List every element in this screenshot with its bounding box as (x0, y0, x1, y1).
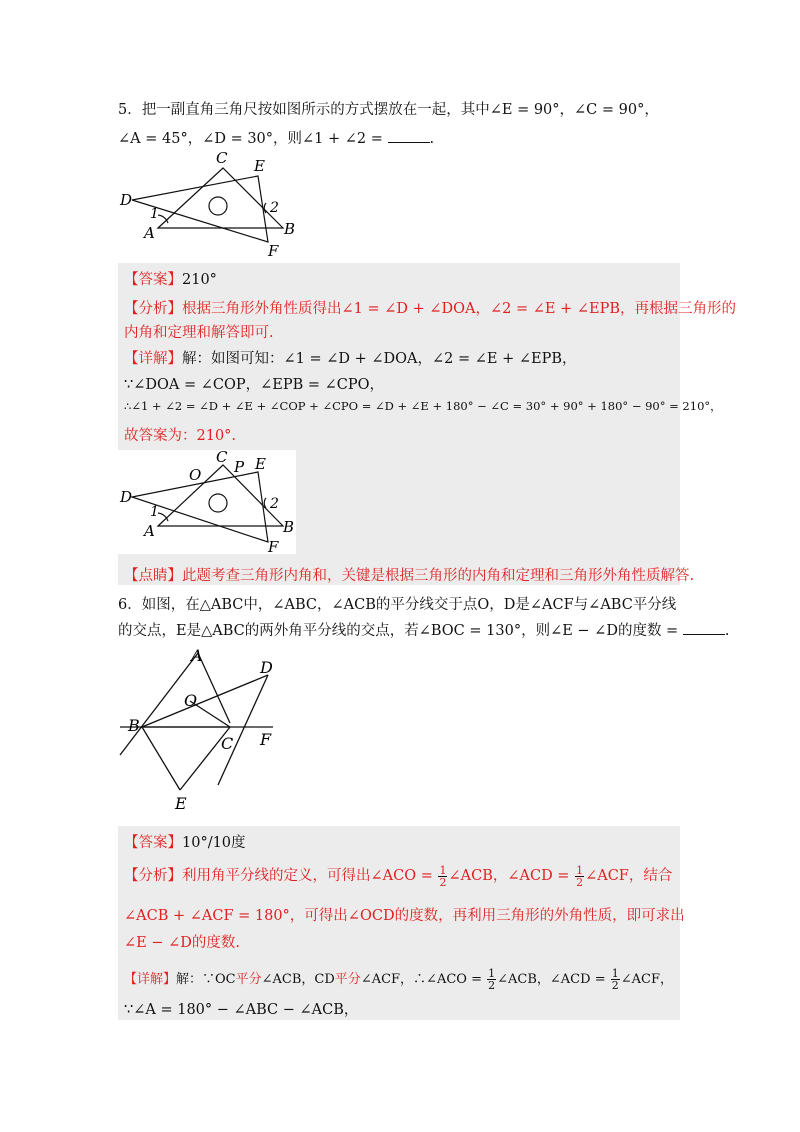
q6-solution-block (118, 826, 685, 1020)
q6-line-ac (198, 653, 230, 723)
q5-label-2: 2 (270, 200, 279, 216)
q6-stem-line1: 6．如图，在△ABC中，∠ABC，∠ACB的平分线交于点O，D是∠ACF与∠ABC平分线 (118, 597, 677, 613)
q5-label-1: 1 (150, 206, 159, 222)
q5-fig2-label-2: 2 (270, 496, 279, 512)
q5-fig2-label-o: O (189, 466, 202, 484)
q5-fig2-label-p: P (234, 458, 245, 476)
q5-stem-end: . (429, 131, 435, 147)
q5-analysis-tag: 【分析】 (124, 301, 182, 317)
q5-fig2-angle2-arc (264, 498, 266, 508)
q6-answer-blank (683, 622, 725, 635)
q5-solution-block (118, 263, 737, 585)
q6-detail-text1c: ∠ACF，∴∠ACO = (360, 972, 482, 987)
q6-detail-text1d: ∠ACB，∠ACD = (497, 972, 606, 987)
q5-figure (118, 150, 318, 260)
q5-label-f: F (268, 242, 279, 260)
q5-circle-mark (209, 197, 227, 215)
q6-stem-text: 的交点，E是△ABC的两外角平分线的交点，若∠BOC = 130°，则∠E − ∠D的度数 = (118, 623, 679, 639)
q5-detail-row2: ∵∠DOA = ∠COP，∠EPB = ∠CPO， (124, 377, 385, 393)
q5-label-a: A (144, 224, 155, 242)
q5-fig2-circle-mark (209, 494, 227, 512)
q6-detail-half-2: $\frac{1}{2}$ (611, 967, 619, 992)
q6-answer-value: 10°/10度 (182, 835, 246, 851)
q6-analysis-half-1: $\frac{1}{2}$ (439, 863, 447, 889)
q5-figure-2 (118, 450, 296, 554)
q6-detail-bisect-1: 平分 (235, 972, 262, 987)
q6-analysis-tag: 【分析】 (124, 868, 182, 884)
q5-answer-blank (388, 130, 430, 143)
q5-label-d: D (120, 191, 133, 209)
q6-label-a: A (191, 646, 203, 665)
q5-stem-line2 (118, 127, 434, 148)
q5-answer-row (124, 268, 217, 289)
q6-stem-end: . (724, 623, 730, 639)
q5-detail-row4: 故答案为：210°. (124, 428, 237, 444)
q6-detail-tag: 【详解】 (124, 972, 177, 987)
q6-detail-text1b: ∠ACB，CD (261, 972, 335, 987)
q5-detail-row1 (124, 347, 577, 368)
q5-comment-text: 此题考查三角形内角和，关键是根据三角形的内角和定理和三角形外角性质解答. (182, 568, 695, 584)
q5-detail-text1: 解：如图可知：∠1 = ∠D + ∠DOA，∠2 = ∠E + ∠EPB， (182, 351, 577, 367)
q5-detail-tag: 【详解】 (124, 351, 182, 367)
q6-line-be (142, 727, 180, 790)
q6-detail-half-1: $\frac{1}{2}$ (488, 967, 496, 992)
q6-analysis-text1b: ∠ACB，∠ACD = (448, 868, 570, 884)
q5-label-e: E (254, 157, 265, 175)
q5-detail-row3: ∴∠1 + ∠2 = ∠D + ∠E + ∠COP + ∠CPO = ∠D + ∠E + 180° − ∠C = 30° + 90° + 180° − 90° = 210°， (124, 399, 722, 413)
q6-analysis-text1c: ∠ACF，结合 (585, 868, 673, 884)
q6-detail-text1a: 解：∵OC (176, 972, 236, 987)
q6-analysis-half-2: $\frac{1}{2}$ (576, 863, 584, 889)
q6-label-o: O (184, 691, 198, 710)
q5-label-c: C (216, 150, 228, 167)
q5-analysis-row2: 内角和定理和解答即可. (124, 325, 274, 341)
q6-label-d: D (260, 658, 273, 677)
q5-analysis-text1: 根据三角形外角性质得出∠1 = ∠D + ∠DOA，∠2 = ∠E + ∠EPB，再根据三角形的 (182, 301, 737, 317)
q6-detail-row1 (124, 968, 673, 991)
q6-analysis-row1 (124, 864, 672, 888)
q5-answer-value: 210° (182, 272, 217, 288)
q6-analysis-text1a: 利用角平分线的定义，可得出∠ACO = (182, 868, 433, 884)
q5-fig2-label-d: D (120, 488, 133, 506)
q6-analysis-row2: ∠ACB + ∠ACF = 180°，可得出∠OCD的度数，再利用三角形的外角性质，即可求出 (124, 908, 685, 924)
q6-stem-line2 (118, 619, 729, 640)
q5-comment-tag: 【点睛】 (124, 568, 182, 584)
q6-label-b: B (128, 716, 140, 735)
q5-stem-line1: 5．把一副直角三角尺按如图所示的方式摆放在一起，其中∠E = 90°，∠C = 90°， (118, 102, 659, 118)
q5-comment-row (124, 564, 694, 585)
q5-fig2-label-e: E (255, 455, 266, 473)
q6-answer-tag: 【答案】 (124, 835, 182, 851)
q6-detail-row2: ∵∠A = 180° − ∠ABC − ∠ACB， (124, 1002, 359, 1018)
q5-fig2-label-a: A (144, 522, 155, 540)
q5-answer-tag: 【答案】 (124, 272, 182, 288)
q5-fig2-label-f: F (268, 538, 279, 554)
q5-fig2-label-c: C (216, 450, 228, 466)
q6-answer-row (124, 831, 246, 852)
q5-label-b: B (284, 220, 296, 238)
q6-detail-bisect-2: 平分 (334, 972, 361, 987)
q5-fig2-label-b: B (283, 518, 295, 536)
q5-angle1-arc (158, 215, 168, 223)
q6-label-f: F (260, 730, 272, 749)
q6-label-e: E (175, 794, 187, 813)
q5-fig2-label-1: 1 (150, 504, 159, 520)
q5-stem-text: ∠A = 45°，∠D = 30°，则∠1 + ∠2 = (118, 131, 383, 147)
q6-analysis-row3: ∠E − ∠D的度数. (124, 935, 240, 951)
q6-detail-text1e: ∠ACF， (620, 972, 673, 987)
q6-label-c: C (221, 734, 234, 753)
q5-fig2-angle1-arc (158, 513, 168, 521)
q6-figure (118, 645, 288, 815)
q5-analysis-row1 (124, 297, 736, 318)
